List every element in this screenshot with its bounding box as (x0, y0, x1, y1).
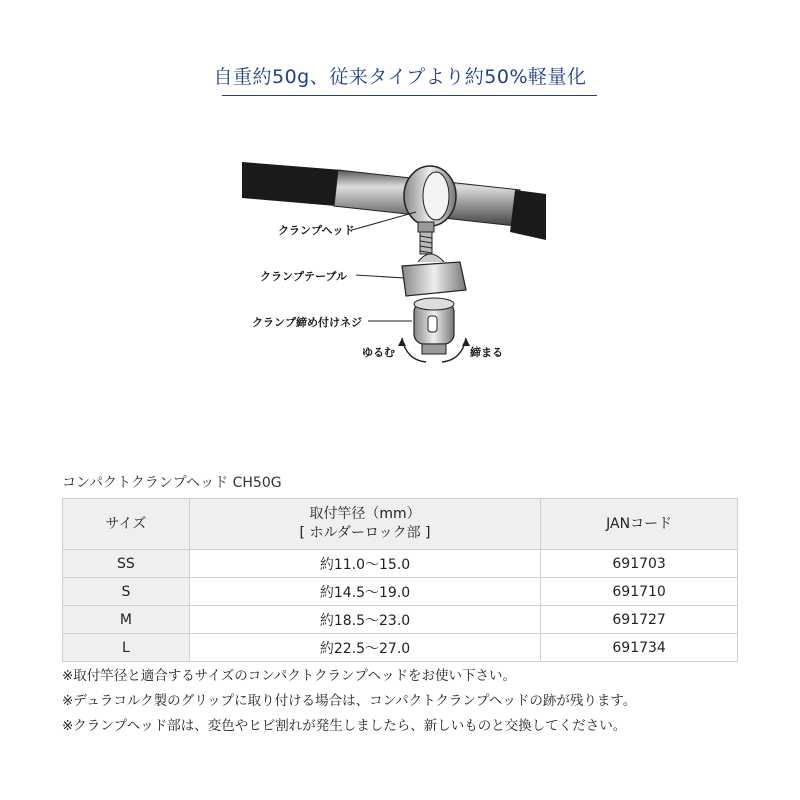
label-loosen: ゆるむ (362, 346, 395, 359)
note-item: ※デュラコルク製のグリップに取り付ける場合は、コンパクトクランプヘッドの跡が残ります。 (62, 693, 637, 709)
table-row (63, 550, 738, 578)
table-header-row (63, 499, 738, 550)
cell-diameter: 約11.0〜15.0 (189, 550, 540, 578)
note-item: ※取付竿径と適合するサイズのコンパクトクランプヘッドをお使い下さい。 (62, 668, 516, 684)
clamp-diagram (230, 150, 550, 380)
notes (62, 664, 636, 739)
cell-diameter: 約14.5〜19.0 (189, 578, 540, 606)
cell-jan: 691727 (541, 606, 738, 634)
table-row (63, 634, 738, 662)
cell-jan: 691703 (541, 550, 738, 578)
cell-jan: 691734 (541, 634, 738, 662)
spec-table (62, 498, 738, 662)
label-clamp-head: クランプヘッド (278, 224, 355, 237)
clamp-screw-thread (420, 232, 432, 254)
table-caption: コンパクトクランプヘッド CH50G (62, 475, 282, 491)
header-diameter-line1: 取付竿径（mm） (309, 506, 421, 522)
cell-size: L (63, 634, 190, 662)
cell-diameter: 約22.5〜27.0 (189, 634, 540, 662)
header-jan: JANコード (541, 499, 738, 550)
header-diameter-line2: [ ホルダーロック部 ] (299, 525, 431, 541)
header-diameter (189, 499, 540, 550)
label-tighten: 締まる (470, 346, 503, 359)
label-clamp-table: クランプテーブル (260, 270, 348, 283)
cell-size: M (63, 606, 190, 634)
table-row (63, 578, 738, 606)
headline: 自重約50g、従来タイプより約50%軽量化 (213, 66, 587, 88)
grip-left (242, 162, 342, 206)
cell-diameter: 約18.5〜23.0 (189, 606, 540, 634)
cell-jan: 691710 (541, 578, 738, 606)
clamp-table-part (402, 262, 466, 296)
cell-size: SS (63, 550, 190, 578)
clamp-illustration (230, 150, 550, 380)
grip-right (510, 190, 546, 240)
header-size: サイズ (63, 499, 190, 550)
table-row (63, 606, 738, 634)
label-clamp-screw: クランプ締め付けネジ (252, 316, 362, 329)
headline-underline (222, 95, 597, 96)
note-item: ※クランプヘッド部は、変色やヒビ割れが発生しましたら、新しいものと交換してください。 (62, 718, 627, 734)
cell-size: S (63, 578, 190, 606)
